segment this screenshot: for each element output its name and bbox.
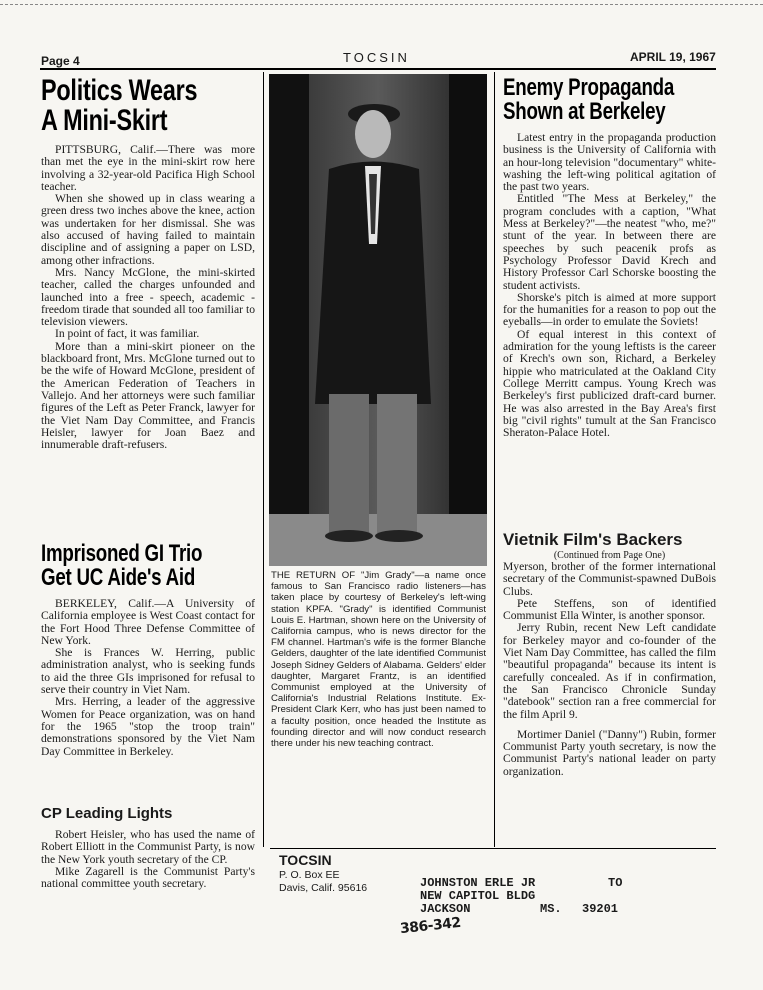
label-zip: 39201	[582, 902, 619, 916]
paragraph: Pete Steffens, son of identified Communist Ella Winter, is another sponsor.	[503, 596, 716, 623]
return-name: TOCSIN	[279, 852, 332, 868]
continued-note: (Continued from Page One)	[553, 550, 666, 561]
paragraph: She is Frances W. Herring, public administration analyst, who is seeking funds to aid the three GIs imprisoned for refusal to serve their country in Viet Nam.	[41, 646, 255, 697]
photo-caption	[271, 570, 486, 749]
issue-date: APRIL 19, 1967	[630, 50, 716, 64]
masthead: TOCSIN	[343, 50, 410, 65]
label-state: MS.	[540, 902, 562, 916]
article-gi-trio	[41, 542, 255, 758]
paragraph: Of equal interest in this context of admiration for the young leftists is the career of Krech's own son, Richard, a Berkeley hippie who matriculated at the Oakland City College Merritt campus. Young Krech was Berkeley's first publicized draft-card burner. He was also arrested in the Bay Area's first big "civil rights" tumult at the San Francisco Sheraton-Palace Hotel.	[503, 327, 716, 440]
header-rule	[40, 68, 716, 70]
paragraph: Jerry Rubin, recent New Left candidate for Berkeley mayor and co-founder of the Viet Nam Day Committee, has called the film "beautiful propaganda" because its intent is carefully concealed. As if in confirmation, the San Francisco Chronicle Sunday "datebook" section ran a free commercial for the film April 9.	[503, 621, 716, 721]
paragraph: Latest entry in the propaganda production business is the University of California with an hour-long television "documentary" white-washing the left-wing political agitation of the past two years.	[503, 131, 716, 194]
article-body	[503, 132, 716, 439]
page-number: Page 4	[41, 54, 80, 68]
paragraph: When she showed up in class wearing a green dress two inches above the knee, action was undertaken for her dismissal. She was also accused of having failed to maintain discipline and of assigning a paper on LSD, among other infractions.	[41, 192, 255, 267]
label-line: JOHNSTON ERLE JR	[420, 876, 536, 890]
paragraph: PITTSBURG, Calif.—There was more than met the eye in the mini-skirt row here involving a 32-year-old Pacifica High School teacher.	[41, 143, 255, 193]
return-address	[279, 852, 409, 895]
caption-text: —a name once famous to San Francisco radio listeners—has taken place by courtesy of Berkeley's left-wing station KPFA. "Grady" is identified Communist Louis E. Hartman, shown here on the University of California campus, who is news director for the FM channel. Hartman's wife is the former Blanche Gelders, daughter of the late identified Communist Joseph Sidney Gelders of Alabama. Gelders' elder daughter, Margaret Frantz, is an identified Communist employed at the University of California's Industrial Relations Institute. Ex-President Clark Kerr, who has just been named to a faculty position, once headed the Institute as founding director and will now conduct research there under his new teaching contract.	[271, 570, 486, 750]
paragraph: In point of fact, it was familiar.	[55, 327, 200, 341]
photo-figure	[269, 74, 487, 566]
article-body	[41, 829, 255, 890]
article-cp-lights	[41, 805, 255, 890]
article-propaganda	[503, 76, 716, 439]
return-line: P. O. Box EE	[279, 869, 340, 881]
paragraph: Mortimer Daniel ("Danny") Rubin, former Communist Party youth secretary, is now the Communist Party's national leader on party organization.	[503, 727, 716, 778]
article-title: Vietnik Film's Backers	[503, 530, 683, 549]
handwritten-code: 386-342	[399, 914, 462, 938]
article-body	[41, 144, 255, 451]
mailing-rule	[270, 848, 716, 849]
article-miniskirt	[41, 76, 255, 451]
article-body	[41, 598, 255, 758]
article-title: Politics Wears A Mini-Skirt	[41, 74, 198, 137]
article-title: CP Leading Lights	[41, 805, 173, 822]
article-title: Imprisoned GI Trio Get UC Aide's Aid	[41, 540, 203, 591]
label-line: NEW CAPITOL BLDG	[420, 889, 536, 903]
paragraph: Entitled "The Mess at Berkeley," the program concludes with a caption, "What Mess at Berkeley?"—the neatest "who, me?" stunt of the year. In between there are speeches by such peacenik profs as Psychology Professor David Krech and History Professor Carl Schorske boosting the student activists.	[503, 192, 716, 292]
photo-jim-grady	[269, 74, 487, 566]
article-vietnik	[503, 530, 716, 778]
paragraph: Mrs. Herring, a leader of the aggressive Women for Peace organization, was on hand for the 1965 "stop the troop train" demonstrations sponsored by the Viet Nam Day Committee in Berkeley.	[41, 695, 255, 758]
column-divider-2	[494, 72, 495, 847]
article-body	[503, 561, 716, 778]
paragraph: Mike Zagarell is the Communist Party's national committee youth secretary.	[41, 864, 255, 891]
label-to: TO	[608, 876, 623, 890]
paragraph: Myerson, brother of the former international secretary of the Communist-spawned DuBois Clubs.	[503, 560, 716, 598]
top-edge-rule	[0, 4, 763, 5]
return-line: Davis, Calif. 95616	[279, 882, 368, 894]
paragraph: Shorske's pitch is aimed at more support for the humanities for a reason to pop out the eyeballs—in order to emulate the Soviets!	[503, 290, 716, 329]
article-title: Enemy Propaganda Shown at Berkeley	[503, 74, 675, 125]
paragraph: Robert Heisler, who has used the name of Robert Elliott in the Communist Party, is now the New York youth secretary of the CP.	[41, 828, 255, 866]
caption-lead: THE RETURN OF "Jim Grady"	[271, 570, 415, 581]
paragraph: Mrs. Nancy McGlone, the mini-skirted teacher, called the charges unfounded and launched into a free - speech, academic - freedom tirade that sounded all too familiar to television viewers.	[41, 265, 255, 329]
label-line: JACKSON	[420, 902, 471, 916]
paragraph: BERKELEY, Calif.—A University of California employee is West Coast contact for the Fort Hood Three Defense Committee of New York.	[41, 597, 255, 647]
paragraph: More than a mini-skirt pioneer on the blackboard front, Mrs. McGlone turned out to be the wife of Howard McGlone, president of the American Federation of Teachers in Vallejo. And her attorneys were such familiar figures of the Left as Peter Franck, lawyer for the Viet Nam Day Committee, and Francis Heisler, lawyer for Joan Baez and innumerable draft-refusers.	[41, 339, 255, 452]
column-divider-1	[263, 72, 264, 847]
